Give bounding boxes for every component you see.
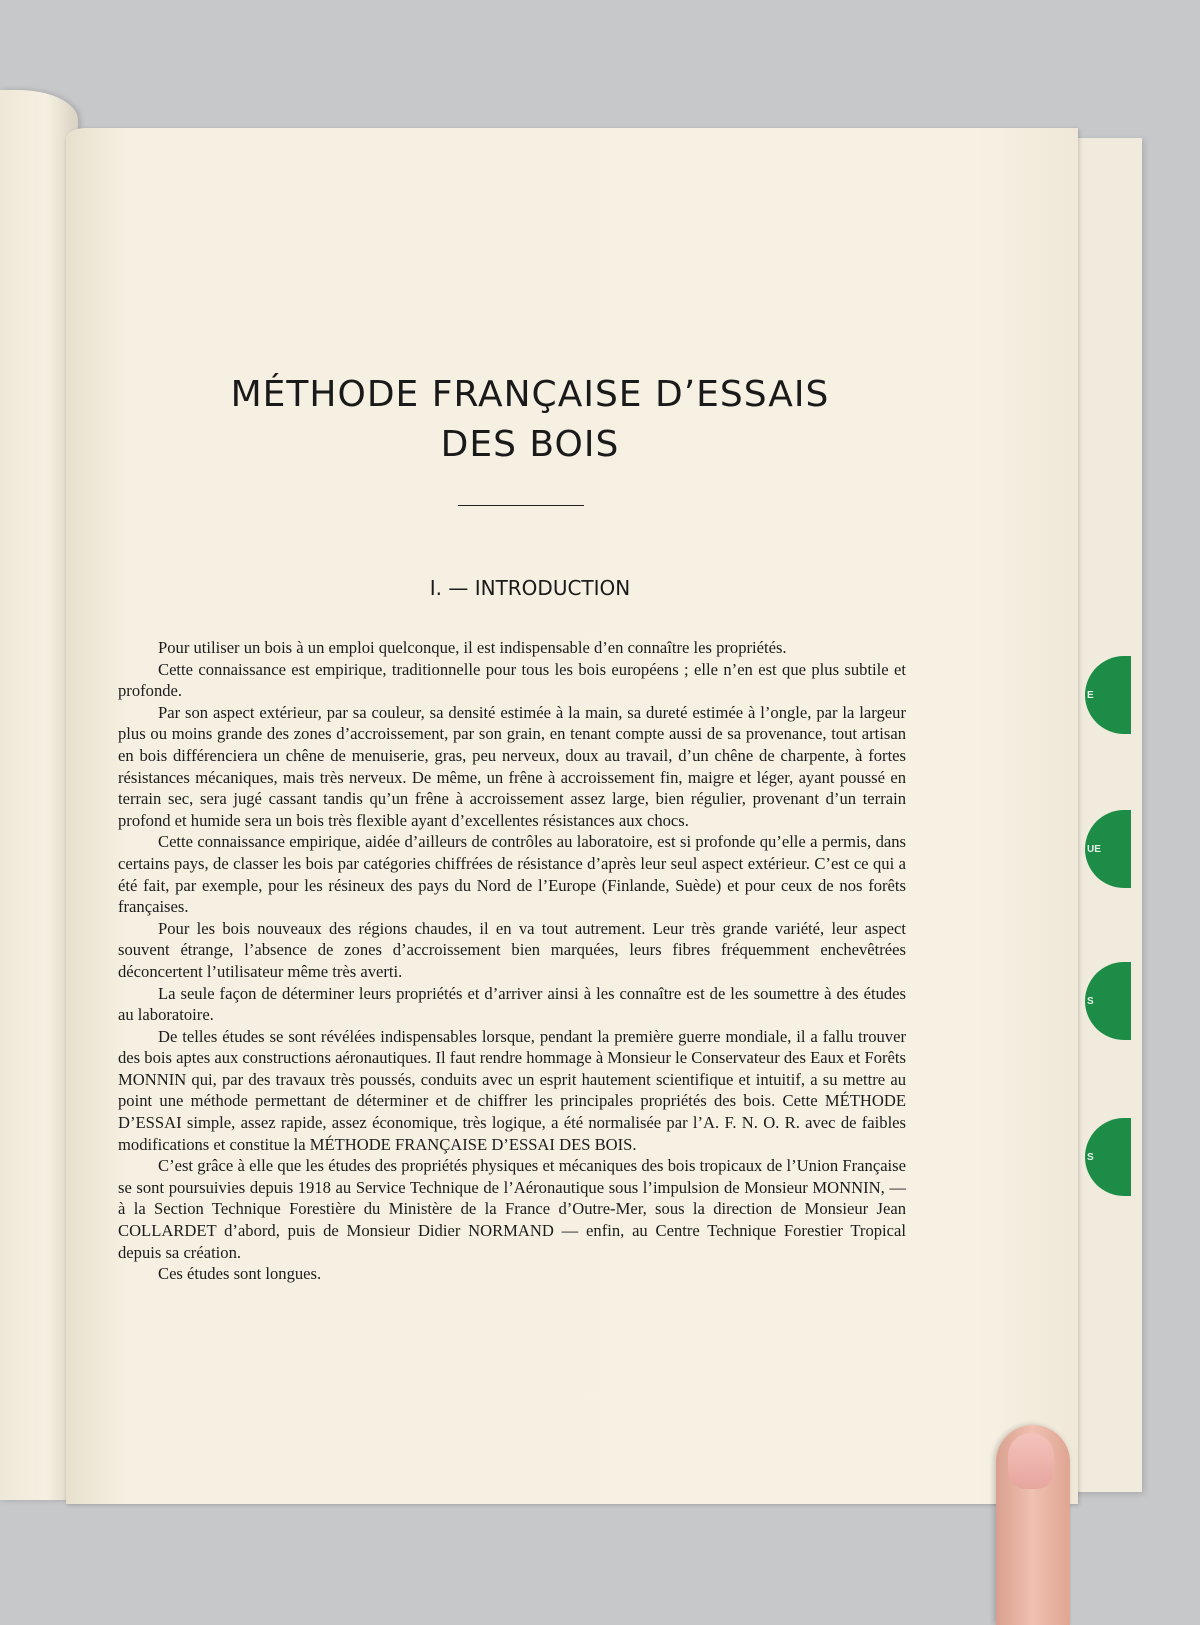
- paragraph-4: Cette connaissance empirique, aidée d’ailleurs de contrôles au laboratoire, est si profonde qu’elle a permis, dans certains pays, de classer les bois par catégories chiffrées de résistance d’après leur seul aspect extérieur. C’est ce qui a été fait, par exemple, pour les résineux des pays du Nord de l’Europe (Finlande, Suède) et pour ceux de nos forêts françaises.: [118, 832, 906, 917]
- fingernail: [1008, 1433, 1054, 1489]
- paragraph-2: Cette connaissance est empirique, traditionnelle pour tous les bois européens ; elle n’en est que plus subtile et profonde.: [118, 659, 906, 701]
- body-text: [118, 637, 906, 1285]
- title-line-1: MÉTHODE FRANÇAISE D’ESSAIS: [230, 374, 830, 415]
- title-divider: [458, 505, 584, 506]
- title-line-2: DES BOIS: [440, 424, 620, 465]
- paragraph-1: Pour utiliser un bois à un emploi quelconque, il est indispensable d’en connaître les propriétés.: [158, 638, 787, 657]
- paragraph-3: Par son aspect extérieur, par sa couleur, sa densité estimée à la main, sa dureté estimée à l’ongle, par la largeur plus ou moins grande des zones d’accroissement, par son grain, en tenant compte aussi de sa provenance, tout artisan en bois différenciera un chêne de menuiserie, gras, peu nerveux, doux au travail, d’un chêne de charpente, à fortes résistances mécaniques, mais très nerveux. De même, un frêne à accroissement fin, maigre et léger, ayant poussé en terrain sec, sera jugé cassant tandis qu’un frêne à accroissement assez large, bien régulier, provenant d’un terrain profond et humide sera un bois très flexible ayant d’excellentes résistances aux chocs.: [118, 702, 906, 830]
- paragraph-9: Ces études sont longues.: [158, 1264, 322, 1284]
- index-tab-1-label: E: [1087, 689, 1094, 701]
- paragraph-8: C’est grâce à elle que les études des propriétés physiques et mécaniques des bois tropicaux de l’Union Française se sont poursuivies depuis 1918 au Service Technique de l’Aéronautique sous l’impulsion de Monsieur MONNIN, — à la Section Technique Forestière du Ministère de la France d’Outre-Mer, sous la direction de Monsieur Jean COLLARDET d’abord, puis de Monsieur Didier NORMAND — enfin, au Centre Technique Forestier Tropical depuis sa création.: [118, 1156, 906, 1262]
- index-tab-4-label: S: [1087, 1151, 1094, 1163]
- paragraph-6: La seule façon de déterminer leurs propriétés et d’arriver ainsi à les connaître est de les soumettre à des études au laboratoire.: [118, 983, 906, 1025]
- finger-holding-page: [996, 1425, 1070, 1625]
- document-title: [130, 370, 930, 470]
- index-tab-3-label: S: [1087, 995, 1094, 1007]
- section-heading: I. — INTRODUCTION: [429, 576, 631, 600]
- index-tab-2-label: UE: [1087, 843, 1101, 855]
- paragraph-5: Pour les bois nouveaux des régions chaudes, il en va tout autrement. Leur très grande variété, leur aspect souvent étrange, l’absence de zones d’accroissement bien marquées, leurs fibres fréquemment enchevêtrées déconcertent l’utilisateur même très averti.: [118, 918, 906, 981]
- paragraph-7: De telles études se sont révélées indispensables lorsque, pendant la première guerre mondiale, il a fallu trouver des bois aptes aux constructions aéronautiques. Il faut rendre hommage à Monsieur le Conservateur des Eaux et Forêts MONNIN qui, par des travaux très poussés, conduits avec un esprit hautement scientifique et intuitif, a su mettre au point une méthode permettant de déterminer et de chiffrer les principales propriétés des bois. Cette MÉTHODE D’ESSAI simple, assez rapide, assez économique, très logique, a été normalisée par l’A. F. N. O. R. avec de faibles modifications et constitue la MÉTHODE FRANÇAISE D’ESSAI DES BOIS.: [118, 1026, 906, 1154]
